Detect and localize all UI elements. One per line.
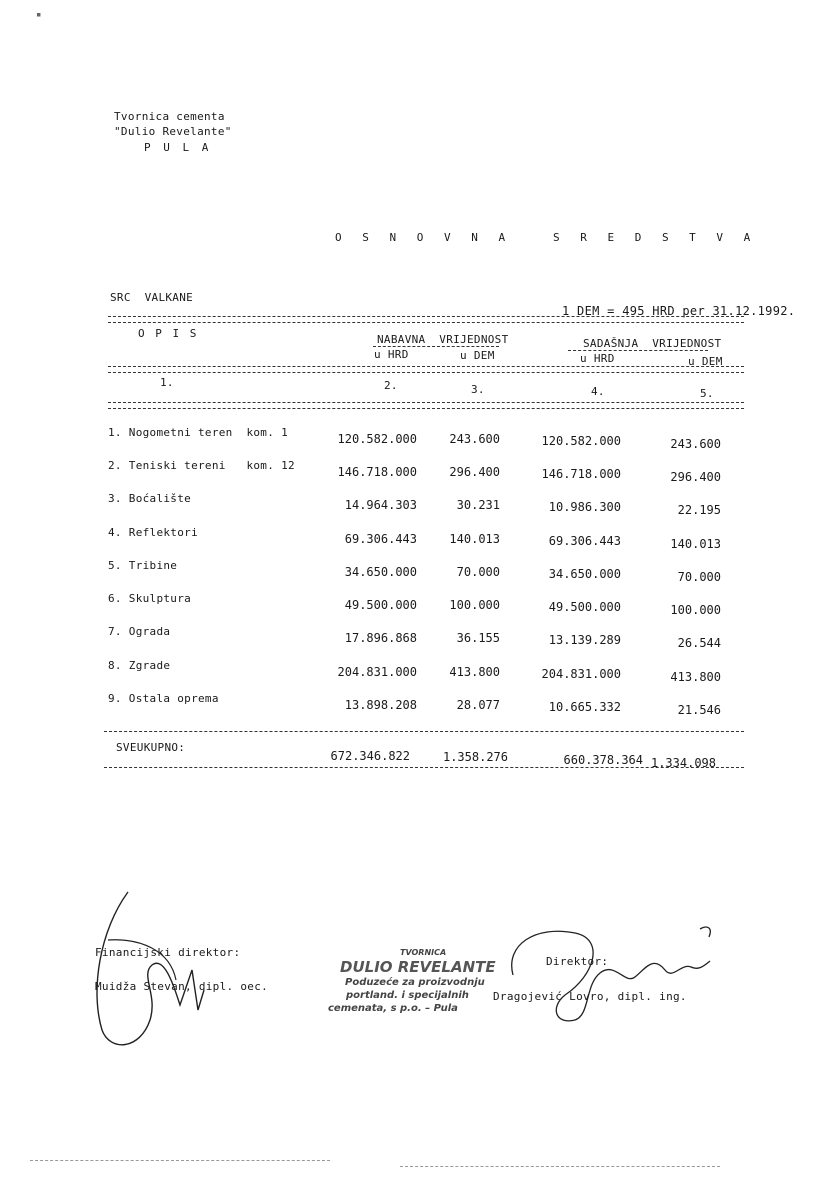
stamp-line-4: portland. i specijalnih [346, 990, 469, 1001]
row-nabavna-hrd: 204.831.000 [337, 665, 417, 679]
row-sadasnja-hrd: 69.306.443 [548, 534, 621, 548]
row-opis: 7. Ograda [108, 625, 171, 638]
total-nabavna-hrd: 672.346.822 [330, 749, 410, 763]
col-header-hrd-2: u HRD [580, 352, 615, 365]
row-sadasnja-dem: 22.195 [677, 503, 721, 517]
row-sadasnja-hrd: 49.500.000 [548, 600, 621, 614]
col-num-2: 2. [384, 379, 398, 392]
rule-top [108, 316, 744, 317]
rule-head [108, 366, 744, 367]
col-header-sadasnja: SADAŠNJA VRIJEDNOST [583, 337, 722, 350]
row-sadasnja-hrd: 10.665.332 [548, 700, 621, 714]
row-nabavna-dem: 140.013 [449, 532, 500, 546]
row-sadasnja-dem: 413.800 [670, 670, 721, 684]
rule-sadasnja [568, 350, 708, 351]
row-sadasnja-dem: 243.600 [670, 437, 721, 451]
row-sadasnja-hrd: 34.650.000 [548, 567, 621, 581]
row-opis: 1. Nogometni teren kom. 1 [108, 426, 288, 439]
scan-mark: ▪ [36, 10, 42, 20]
right-signatory-name: Dragojević Lovro, dipl. ing. [493, 990, 687, 1003]
row-sadasnja-dem: 100.000 [670, 603, 721, 617]
row-sadasnja-hrd: 13.139.289 [548, 633, 621, 647]
row-nabavna-dem: 36.155 [456, 631, 500, 645]
row-nabavna-hrd: 17.896.868 [344, 631, 417, 645]
left-signature-scribble [80, 880, 230, 1060]
rule-numbers [108, 402, 744, 403]
row-opis: 9. Ostala oprema [108, 692, 219, 705]
row-opis: 3. Boćalište [108, 492, 192, 505]
row-nabavna-dem: 30.231 [456, 498, 500, 512]
row-nabavna-dem: 100.000 [449, 598, 500, 612]
company-city: P U L A [144, 141, 212, 154]
row-sadasnja-hrd: 146.718.000 [541, 467, 621, 481]
row-nabavna-hrd: 146.718.000 [337, 465, 417, 479]
total-label: SVEUKUPNO: [116, 741, 186, 754]
row-nabavna-dem: 243.600 [449, 432, 500, 446]
row-nabavna-hrd: 49.500.000 [344, 598, 417, 612]
col-num-3: 3. [471, 383, 485, 396]
col-header-nabavna: NABAVNA VRIJEDNOST [377, 333, 509, 346]
row-sadasnja-dem: 140.013 [670, 537, 721, 551]
left-signatory-name: Muidža Stevan, dipl. oec. [95, 980, 269, 993]
company-subname: "Dulio Revelante" [114, 125, 232, 138]
section-name: SRC VALKANE [110, 291, 194, 304]
row-opis: 6. Skulptura [108, 592, 192, 605]
col-header-opis: O P I S [138, 327, 199, 340]
col-num-5: 5. [700, 387, 714, 400]
row-sadasnja-dem: 26.544 [677, 636, 721, 650]
right-signature-scribble [495, 915, 725, 1035]
left-signatory-title: Financijski direktor: [95, 946, 241, 959]
document-title: O S N O V N A S R E D S T V A [335, 231, 758, 244]
row-nabavna-dem: 28.077 [456, 698, 500, 712]
col-num-1: 1. [160, 376, 174, 389]
rule-head-2 [108, 372, 744, 373]
total-sadasnja-hrd: 660.378.364 [563, 753, 643, 767]
stamp-line-2: DULIO REVELANTE [340, 958, 496, 976]
col-header-dem-2: u DEM [688, 355, 723, 368]
rule-total [104, 731, 744, 732]
row-sadasnja-hrd: 120.582.000 [541, 434, 621, 448]
row-opis: 4. Reflektori [108, 526, 198, 539]
rule-numbers-2 [108, 408, 744, 409]
rule-nabavna [373, 346, 499, 347]
row-opis: 5. Tribine [108, 559, 178, 572]
rule-top-2 [108, 322, 744, 323]
stamp-line-3: Poduzeće za proizvodnju [345, 977, 485, 988]
row-nabavna-hrd: 34.650.000 [344, 565, 417, 579]
exchange-rate: 1 DEM = 495 HRD per 31.12.1992. [562, 304, 796, 318]
row-sadasnja-dem: 296.400 [670, 470, 721, 484]
row-nabavna-hrd: 14.964.303 [344, 498, 417, 512]
right-signatory-title: Direktor: [546, 955, 609, 968]
total-sadasnja-dem: 1.334.098 [650, 756, 716, 770]
row-nabavna-hrd: 13.898.208 [344, 698, 417, 712]
row-nabavna-hrd: 69.306.443 [344, 532, 417, 546]
total-nabavna-dem: 1.358.276 [442, 750, 508, 764]
row-sadasnja-hrd: 10.986.300 [548, 500, 621, 514]
row-opis: 8. Zgrade [108, 659, 171, 672]
col-header-dem-1: u DEM [460, 349, 495, 362]
row-nabavna-dem: 413.800 [449, 665, 500, 679]
stamp-line-5: cemenata, s p.o. – Pula [328, 1003, 458, 1014]
rule-bottom [104, 767, 744, 768]
col-header-hrd-1: u HRD [374, 348, 409, 361]
row-sadasnja-dem: 70.000 [677, 570, 721, 584]
company-name: Tvornica cementa [114, 110, 225, 123]
stamp-line-1: TVORNICA [400, 948, 447, 957]
scan-edge-2 [400, 1166, 720, 1167]
row-nabavna-dem: 70.000 [456, 565, 500, 579]
row-opis: 2. Teniski tereni kom. 12 [108, 459, 295, 472]
col-num-4: 4. [591, 385, 605, 398]
row-nabavna-dem: 296.400 [449, 465, 500, 479]
scan-edge [30, 1160, 330, 1161]
row-sadasnja-hrd: 204.831.000 [541, 667, 621, 681]
row-sadasnja-dem: 21.546 [677, 703, 721, 717]
row-nabavna-hrd: 120.582.000 [337, 432, 417, 446]
